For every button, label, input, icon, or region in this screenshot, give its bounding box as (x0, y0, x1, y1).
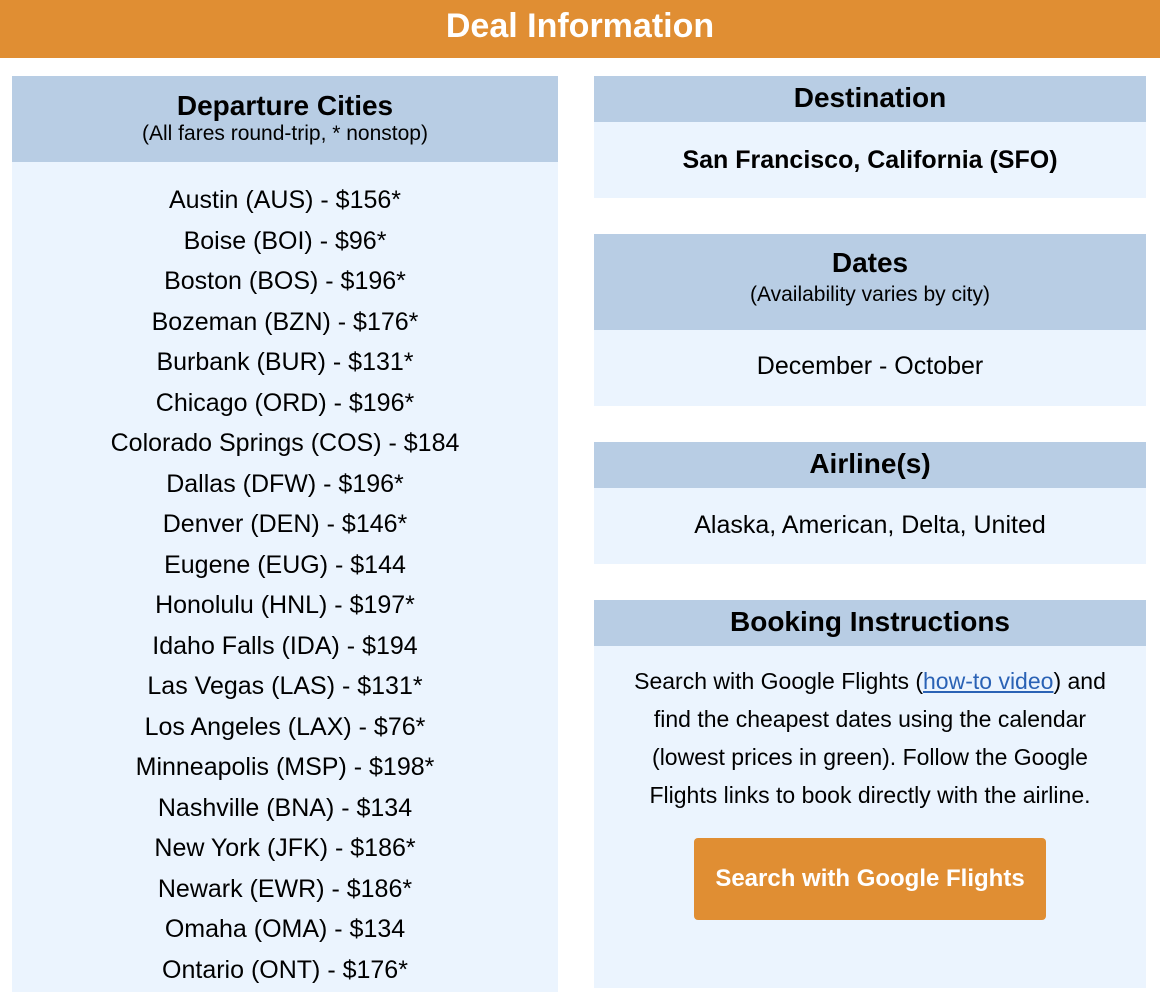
departure-city-item: Nashville (BNA) - $134 (157, 793, 413, 822)
departure-city-item: Los Angeles (LAX) - $76* (144, 712, 426, 741)
airlines-card (594, 442, 1146, 564)
departure-city-item: Honolulu (HNL) - $197* (155, 591, 415, 619)
departure-city-item: Boise (BOI) - $96* (183, 226, 387, 255)
dates-value: December - October (594, 330, 1146, 406)
deal-information-banner: Deal Information (0, 0, 1160, 58)
how-to-video-link[interactable]: how-to video (923, 668, 1054, 694)
departure-city-item: Las Vegas (LAS) - $131* (147, 672, 423, 700)
departure-city-item: Burbank (BUR) - $131* (156, 348, 414, 376)
departure-city-item: Boston (BOS) - $196* (164, 267, 406, 295)
departure-city-item: Dallas (DFW) - $196* (166, 469, 404, 498)
dates-subtitle: (Availability varies by city) (749, 283, 990, 306)
search-google-flights-button[interactable]: Search with Google Flights (694, 838, 1046, 920)
departure-city-item: Bozeman (BZN) - $176* (151, 307, 419, 336)
airlines-value: Alaska, American, Delta, United (594, 488, 1146, 564)
departure-city-item: Idaho Falls (IDA) - $194 (152, 631, 418, 660)
dates-header (594, 234, 1146, 330)
booking-instructions-card (594, 600, 1146, 988)
destination-title: Destination (594, 76, 1146, 122)
departure-city-item: Colorado Springs (COS) - $184 (110, 429, 460, 457)
booking-instructions-title: Booking Instructions (594, 600, 1146, 646)
departure-city-item: Ontario (ONT) - $176* (162, 955, 408, 984)
dates-title: Dates (831, 247, 909, 278)
booking-instructions-body (594, 646, 1146, 988)
departure-cities-header (12, 76, 558, 162)
departure-city-item: Eugene (EUG) - $144 (164, 550, 406, 579)
departure-city-item: New York (JFK) - $186* (154, 834, 416, 862)
airlines-title: Airline(s) (594, 442, 1146, 488)
departure-city-item: Austin (AUS) - $156* (168, 186, 402, 214)
dates-card (594, 234, 1146, 406)
departure-city-list (12, 162, 558, 992)
departure-city-item: Newark (EWR) - $186* (157, 874, 413, 903)
departure-city-item: Chicago (ORD) - $196* (155, 388, 415, 417)
destination-card (594, 76, 1146, 198)
departure-cities-card (12, 76, 558, 992)
booking-instructions-text (632, 662, 1108, 814)
departure-city-item: Denver (DEN) - $146* (162, 510, 408, 538)
booking-text-after: ) and find the cheapest dates using the calendar (lowest prices in green). Follow the Google Flights links to book directly with the airline. (649, 668, 1106, 808)
departure-cities-title: Departure Cities (176, 90, 394, 121)
destination-value: San Francisco, California (SFO) (594, 122, 1146, 198)
departure-cities-subtitle: (All fares round-trip, * nonstop) (142, 122, 428, 145)
departure-city-item: Minneapolis (MSP) - $198* (135, 753, 435, 781)
booking-text-before: Search with Google Flights ( (634, 668, 924, 694)
departure-city-item: Omaha (OMA) - $134 (164, 915, 406, 943)
